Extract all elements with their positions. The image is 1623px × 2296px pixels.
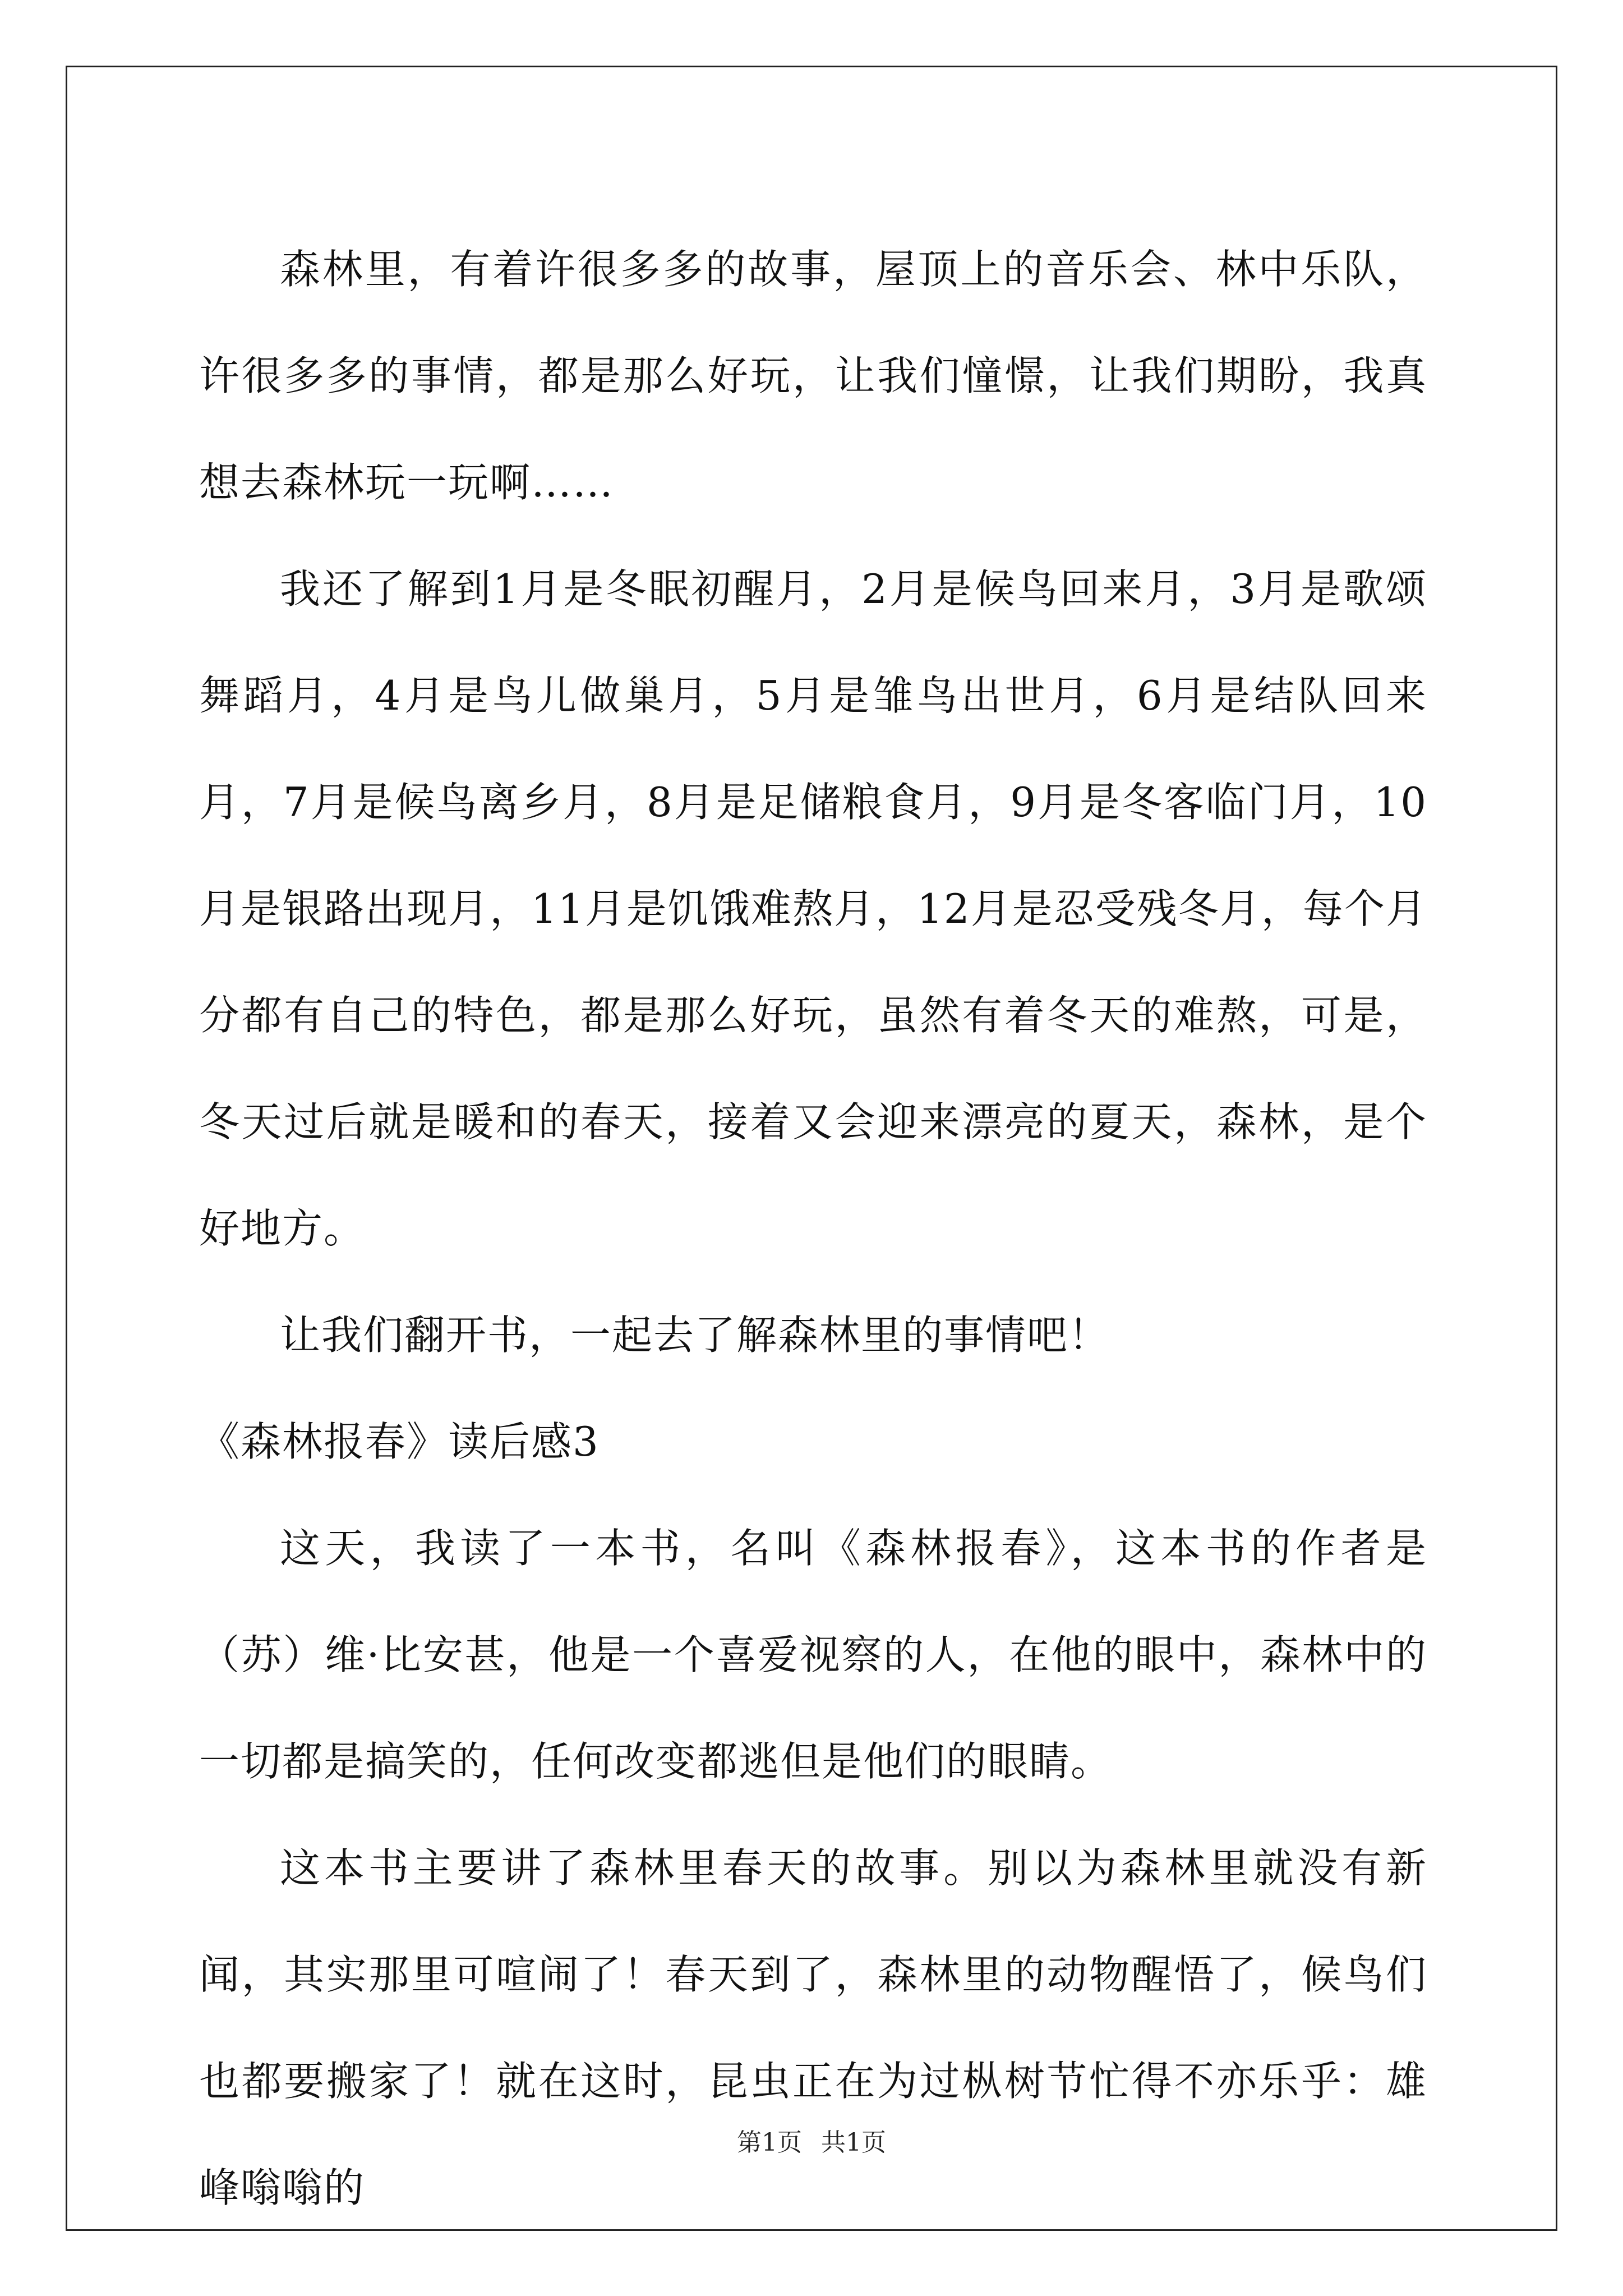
page-total: 共1页 <box>821 2128 886 2157</box>
paragraph-forest-stories: 森林里，有着许很多多的故事，屋顶上的音乐会、林中乐队，许很多多的事情，都是那么好玩，让我们憧憬，让我们期盼，我真想去森林玩一玩啊…… <box>199 246 1427 506</box>
document-body <box>199 216 1427 2241</box>
paragraph-spring-story: 这本书主要讲了森林里春天的故事。别以为森林里就没有新闻，其实那里可喧闹了！春天到了，森林里的动物醒悟了，候鸟们也都要搬家了！就在这时，昆虫正在为过枞树节忙得不亦乐乎：雄峰嗡嗡的 <box>199 1844 1427 2211</box>
paragraph-open-book: 让我们翻开书，一起去了解森林里的事情吧！ <box>280 1312 1110 1359</box>
page-number: 第1页 <box>737 2128 802 2157</box>
paragraph-book-intro: 这天，我读了一本书，名叫《森林报春》，这本书的作者是（苏）维·比安甚，他是一个喜爱视察的人，在他的眼中，森林中的一切都是搞笑的，任何改变都逃但是他们的眼睛。 <box>199 1525 1427 1785</box>
section-title: 《森林报春》读后感3 <box>199 1418 600 1465</box>
paragraph-months: 我还了解到1月是冬眠初醒月，2月是候鸟回来月，3月是歌颂舞蹈月，4月是鸟儿做巢月，5月是雏鸟出世月，6月是结队回来月，7月是候鸟离乡月，8月是足储粮食月，9月是冬客临门月，10月是银路出现月，11月是饥饿难熬月，12月是忍受残冬月，每个月分都有自己的特色，都是那么好玩，虽然有着冬天的难熬，可是，冬天过后就是暖和的春天，接着又会迎来漂亮的夏天，森林，是个好地方。 <box>199 565 1427 1252</box>
page-footer <box>0 2126 1623 2160</box>
